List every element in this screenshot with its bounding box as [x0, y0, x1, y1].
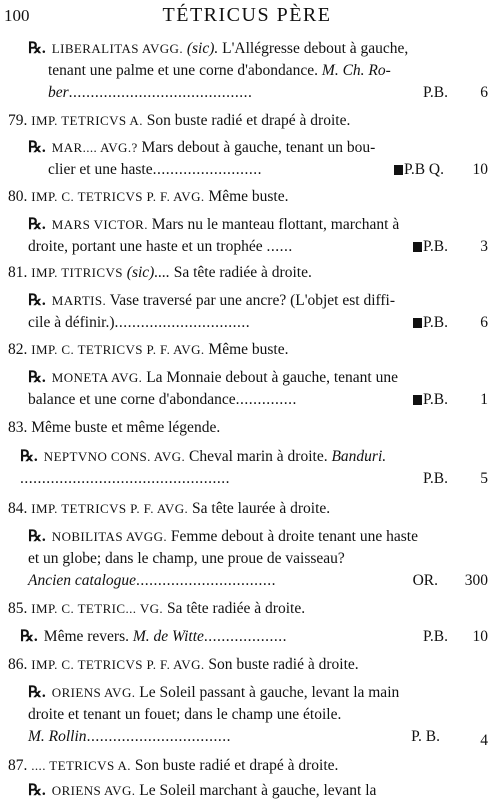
- reverse-line: [0, 367, 494, 389]
- page-title: TÉTRICUS PÈRE: [162, 4, 332, 26]
- sic-note: (sic)....: [126, 264, 170, 281]
- value-line: [0, 312, 494, 334]
- coin-legend: IMP. C. TETRIC... VG.: [31, 601, 164, 616]
- size-label: P.B.: [423, 470, 448, 487]
- description: Même buste.: [208, 341, 289, 358]
- continuation-line: [0, 704, 494, 726]
- reverse-line: [0, 526, 494, 548]
- size-label: P.B.: [413, 236, 448, 258]
- description: Même revers.: [43, 628, 129, 645]
- continuation-line: [0, 548, 494, 570]
- description: Son buste radié et drapé à droite.: [134, 757, 339, 774]
- source-collection: ber: [48, 84, 69, 101]
- description: Mars debout à gauche, tenant un bou-: [141, 139, 376, 156]
- entry-heading: [0, 598, 494, 620]
- value-number: 4: [480, 732, 488, 749]
- description: Son buste radié à droite.: [208, 656, 359, 673]
- reverse-line: [0, 290, 494, 312]
- coin-legend: NOBILITAS AVGG.: [51, 529, 168, 544]
- reverse-line: [0, 446, 494, 468]
- description: Sa tête radiée à droite.: [173, 264, 312, 281]
- reverse-line: [0, 682, 494, 704]
- source-collection: Ancien catalogue: [28, 572, 137, 589]
- size-label: P.B.: [413, 389, 448, 411]
- entry-heading: [0, 654, 494, 676]
- source-collection: M. de Witte: [132, 628, 204, 645]
- coin-legend: IMP. TETRICVS A.: [31, 113, 143, 128]
- size-label: P. B.: [411, 728, 440, 745]
- coin-legend: LIBERALITAS AVGG.: [51, 41, 183, 56]
- size-label: P.B.: [423, 84, 448, 101]
- reverse-symbol: ℞.: [28, 216, 46, 233]
- page-header: [0, 4, 494, 28]
- description: Même buste et même légende.: [31, 419, 221, 436]
- entry-heading: [0, 186, 494, 208]
- description: Cheval marin à droite.: [188, 448, 328, 465]
- leader-dots: ...................: [203, 628, 288, 645]
- description: et un globe; dans le champ, une proue de vaisseau?: [28, 550, 345, 567]
- entry-number: 87.: [8, 757, 28, 774]
- reverse-line: [0, 137, 494, 159]
- description: Femme debout à droite tenant une haste: [170, 528, 418, 545]
- reverse-symbol: ℞.: [28, 369, 46, 386]
- value-number: 6: [480, 314, 488, 331]
- value-number: 3: [480, 238, 488, 255]
- entry-number: 85.: [8, 600, 28, 617]
- reverse-symbol: ℞.: [28, 782, 46, 799]
- value-line: [0, 159, 494, 181]
- coin-legend: MARS VICTOR.: [51, 217, 148, 232]
- coin-legend: IMP. C. TETRICVS P. F. AVG.: [31, 342, 205, 357]
- description: Sa tête laurée à droite.: [192, 500, 331, 517]
- description: clier et une haste: [48, 161, 153, 178]
- description: Sa tête radiée à droite.: [166, 600, 306, 617]
- entry-heading: [0, 262, 494, 284]
- leader-dots: ................................................: [20, 470, 230, 487]
- value-number: 300: [464, 572, 488, 589]
- leader-dots: ................................: [136, 572, 277, 589]
- size-label: P.B.: [423, 628, 448, 645]
- square-mark-icon: [413, 318, 422, 328]
- reverse-symbol: ℞.: [28, 292, 46, 309]
- value-line: [0, 468, 494, 490]
- coin-legend: IMP. C. TETRICVS P. F. AVG.: [31, 189, 205, 204]
- entry-number: 84.: [8, 500, 28, 517]
- reverse-symbol: ℞.: [28, 139, 46, 156]
- description: La Monnaie debout à gauche, tenant une: [146, 369, 398, 386]
- size-label: OR.: [412, 572, 438, 589]
- square-mark-icon: [413, 242, 422, 252]
- continuation-line: [0, 60, 494, 82]
- reverse-symbol: ℞.: [28, 40, 46, 57]
- entry-number: 82.: [8, 341, 28, 358]
- coin-legend: .... TETRICVS A.: [31, 758, 131, 773]
- value-number: 6: [480, 84, 488, 101]
- entry-heading: [0, 417, 494, 439]
- description: tenant une palme et une corne d'abondance.: [48, 62, 319, 79]
- value-line: [0, 82, 494, 104]
- entry-number: 86.: [8, 656, 28, 673]
- entry-number: 83.: [8, 419, 28, 436]
- value-number: 10: [472, 628, 488, 645]
- coin-legend: MONETA AVG.: [51, 370, 143, 385]
- description: droite et tenant un fouet; dans le champ une étoile.: [28, 706, 342, 723]
- description: balance et une corne d'abondance: [28, 391, 236, 408]
- description: Mars nu le manteau flottant, marchant à: [151, 216, 400, 233]
- description: droite, portant une haste et un trophée: [28, 238, 263, 255]
- coin-legend: IMP. TETRICVS P. F. AVG.: [31, 501, 189, 516]
- leader-dots: ..............: [235, 391, 297, 408]
- reverse-line: [0, 780, 494, 802]
- source-collection: M. Rollin: [28, 728, 87, 745]
- entry-heading: [0, 110, 494, 132]
- value-number: 1: [480, 391, 488, 408]
- value-line: [0, 726, 494, 748]
- coin-legend: NEPTVNO CONS. AVG.: [43, 449, 186, 464]
- entry-heading: [0, 755, 494, 777]
- reverse-symbol: ℞.: [20, 628, 38, 645]
- coin-legend: IMP. C. TETRICVS P. F. AVG.: [31, 657, 205, 672]
- description: cile à définir.): [28, 314, 115, 331]
- coin-legend: MARTIS.: [51, 293, 107, 308]
- source-collection: M. Ch. Ro-: [321, 62, 391, 79]
- page-number: 100: [4, 6, 30, 25]
- entry-number: 80.: [8, 188, 28, 205]
- square-mark-icon: [394, 165, 403, 175]
- description: L'Allégresse debout à gauche,: [222, 40, 409, 57]
- entry-heading: [0, 498, 494, 520]
- reverse-line: [0, 38, 494, 60]
- size-label: P.B.: [413, 312, 448, 334]
- leader-dots: ......: [266, 238, 293, 255]
- leader-dots: ...............................: [114, 314, 251, 331]
- description: Vase traversé par une ancre? (L'objet est diffi-: [109, 292, 396, 309]
- leader-dots: ..........................................: [68, 84, 253, 101]
- value-number: 5: [480, 470, 488, 487]
- value-line: [0, 389, 494, 411]
- reverse-symbol: ℞.: [28, 528, 46, 545]
- reverse-symbol: ℞.: [20, 448, 38, 465]
- entry-number: 81.: [8, 264, 28, 281]
- coin-legend: IMP. TITRICVS: [31, 265, 123, 280]
- leader-dots: .........................: [152, 161, 262, 178]
- source-collection: Banduri.: [331, 448, 387, 465]
- value-line: [0, 236, 494, 258]
- coin-legend: ORIENS AVG.: [51, 783, 136, 798]
- value-line: [0, 626, 494, 648]
- entry-number: 79.: [8, 112, 28, 129]
- square-mark-icon: [413, 395, 422, 405]
- reverse-symbol: ℞.: [28, 684, 46, 701]
- reverse-line: [0, 214, 494, 236]
- leader-dots: .................................: [86, 728, 231, 745]
- sic-note: (sic).: [186, 40, 219, 57]
- coin-legend: ORIENS AVG.: [51, 685, 136, 700]
- coin-legend: MAR.... AVG.?: [51, 140, 138, 155]
- value-line: [0, 570, 494, 592]
- description: Le Soleil passant à gauche, levant la main: [139, 684, 400, 701]
- size-label: P.B Q.: [394, 159, 444, 181]
- description: Son buste radié et drapé à droite.: [146, 112, 351, 129]
- description: Même buste.: [208, 188, 289, 205]
- value-number: 10: [472, 161, 488, 178]
- description: Le Soleil marchant à gauche, levant la: [139, 782, 377, 799]
- entry-heading: [0, 339, 494, 361]
